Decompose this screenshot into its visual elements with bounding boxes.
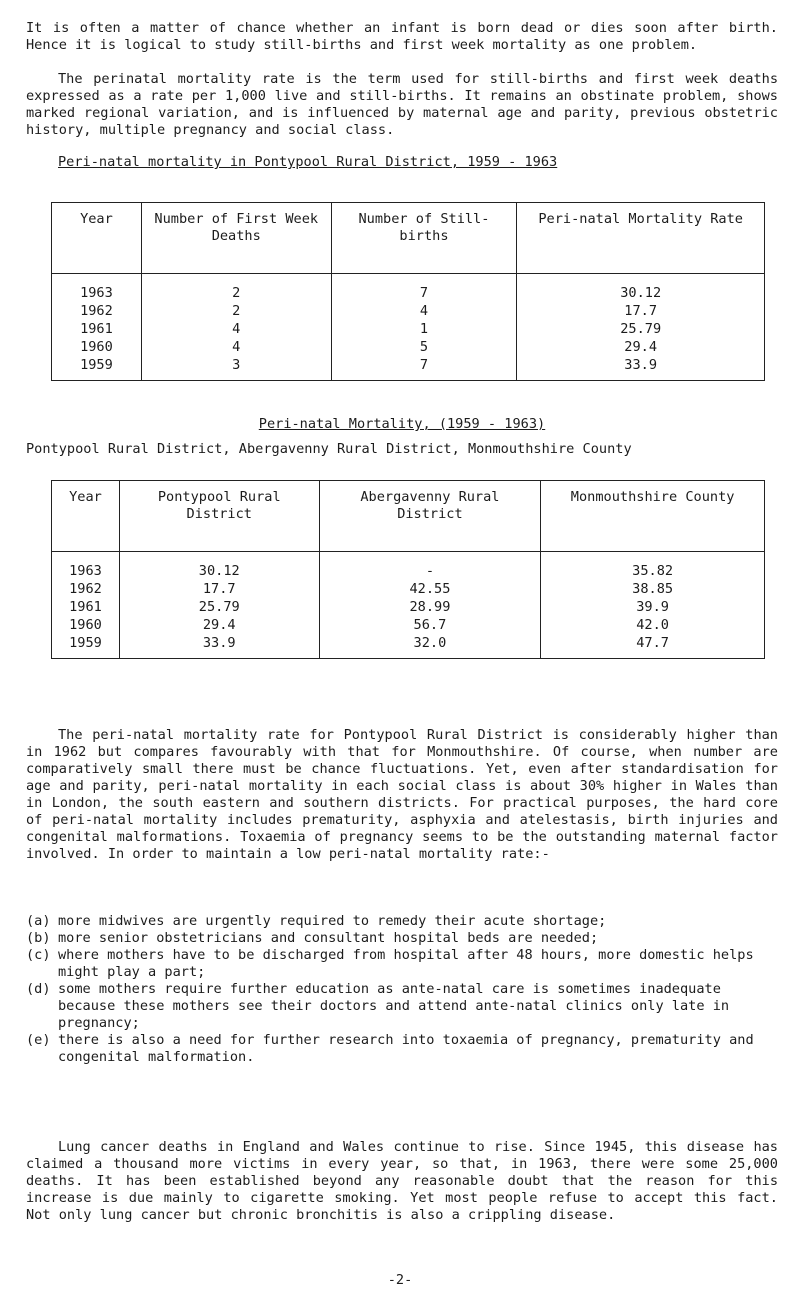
table-cell: 39.9 bbox=[541, 598, 765, 616]
list-item-text: where mothers have to be discharged from hospital after 48 hours, more domestic helps might play a part; bbox=[58, 947, 754, 980]
measures-list bbox=[26, 913, 778, 1066]
table2-header-abergavenny: Abergavenny Rural District bbox=[319, 481, 541, 552]
table-row bbox=[52, 598, 765, 616]
table-cell: 1963 bbox=[52, 552, 120, 581]
table-cell: 42.55 bbox=[319, 580, 541, 598]
table-cell: 2 bbox=[141, 302, 331, 320]
table-cell: 1962 bbox=[52, 302, 142, 320]
table-cell: 17.7 bbox=[119, 580, 319, 598]
table2-title-wrap bbox=[26, 416, 778, 433]
list-marker: (d) bbox=[26, 981, 51, 997]
table-row bbox=[52, 274, 765, 303]
table1-header-still-births: Number of Still-births bbox=[331, 203, 517, 274]
table-row bbox=[52, 302, 765, 320]
table-cell: 47.7 bbox=[541, 634, 765, 659]
lung-cancer-paragraph: Lung cancer deaths in England and Wales continue to rise. Since 1945, this disease has claimed a thousand more victims in every year, so that, in 1963, there were some 25,000 deaths. It has been established beyond any reasonable doubt that the reason for this increase is due mainly to cigarette smoking. Yet most people refuse to accept this fact. Not only lung cancer but chronic bronchitis is also a crippling disease. bbox=[26, 1139, 778, 1223]
table-cell: 25.79 bbox=[517, 320, 765, 338]
table1-header-row bbox=[52, 203, 765, 274]
table-cell: 5 bbox=[331, 338, 517, 356]
table-cell: 29.4 bbox=[517, 338, 765, 356]
table-cell: 32.0 bbox=[319, 634, 541, 659]
table-cell: 33.9 bbox=[119, 634, 319, 659]
table1-header-year: Year bbox=[52, 203, 142, 274]
table2-header-year: Year bbox=[52, 481, 120, 552]
table-cell: 30.12 bbox=[517, 274, 765, 303]
table-cell: 30.12 bbox=[119, 552, 319, 581]
table-cell: 2 bbox=[141, 274, 331, 303]
table-cell: 3 bbox=[141, 356, 331, 381]
table2-header-pontypool: Pontypool Rural District bbox=[119, 481, 319, 552]
list-item-text: some mothers require further education as ante-natal care is sometimes inadequate because these mothers see their doctors and attend ante-natal clinics only late in pregnancy; bbox=[58, 981, 730, 1031]
table-perinatal-comparison bbox=[51, 480, 765, 659]
table-row bbox=[52, 580, 765, 598]
table-cell: 38.85 bbox=[541, 580, 765, 598]
list-item-text: more senior obstetricians and consultant hospital beds are needed; bbox=[58, 930, 599, 946]
table-cell: 56.7 bbox=[319, 616, 541, 634]
table-row bbox=[52, 356, 765, 381]
table-cell: 1959 bbox=[52, 356, 142, 381]
page-number: -2- bbox=[387, 1272, 413, 1288]
table-row bbox=[52, 320, 765, 338]
list-item-text: there is also a need for further research into toxaemia of pregnancy, prematurity and congenital malformation. bbox=[58, 1032, 754, 1065]
table-cell: 1962 bbox=[52, 580, 120, 598]
list-marker: (e) bbox=[26, 1032, 51, 1048]
table-cell: 1959 bbox=[52, 634, 120, 659]
table1-title: Peri-natal mortality in Pontypool Rural District, 1959 - 1963 bbox=[58, 154, 558, 170]
table-row bbox=[52, 338, 765, 356]
definition-paragraph: The perinatal mortality rate is the term used for still-births and first week deaths expressed as a rate per 1,000 live and still-births. It remains an obstinate problem, shows marked regional variation, and is influenced by maternal age and parity, previous obstetric history, multiple pregnancy and social class. bbox=[26, 71, 778, 138]
table-row bbox=[52, 616, 765, 634]
table-cell: 42.0 bbox=[541, 616, 765, 634]
list-marker: (b) bbox=[26, 930, 51, 946]
table-row bbox=[52, 634, 765, 659]
table2-title: Peri-natal Mortality, (1959 - 1963) bbox=[258, 416, 546, 432]
table-cell: 7 bbox=[331, 356, 517, 381]
table2-header-monmouthshire: Monmouthshire County bbox=[541, 481, 765, 552]
table1-title-wrap bbox=[26, 154, 778, 171]
table-cell: 1961 bbox=[52, 320, 142, 338]
table2-subtitle: Pontypool Rural District, Abergavenny Rural District, Monmouthshire County bbox=[26, 441, 632, 457]
table-cell: 1961 bbox=[52, 598, 120, 616]
list-marker: (a) bbox=[26, 913, 51, 929]
list-item bbox=[26, 1032, 778, 1066]
table-cell: 4 bbox=[331, 302, 517, 320]
table-cell: 1960 bbox=[52, 616, 120, 634]
table-cell: 4 bbox=[141, 320, 331, 338]
table-cell: 35.82 bbox=[541, 552, 765, 581]
definition-section bbox=[26, 71, 778, 139]
discussion-section bbox=[26, 727, 778, 863]
table-cell: 4 bbox=[141, 338, 331, 356]
table-cell: 7 bbox=[331, 274, 517, 303]
table2-header-row bbox=[52, 481, 765, 552]
table1-header-first-week-deaths: Number of First Week Deaths bbox=[141, 203, 331, 274]
table-cell: 33.9 bbox=[517, 356, 765, 381]
intro-paragraph: It is often a matter of chance whether an infant is born dead or dies soon after birth. Hence it is logical to study still-births and first week mortality as one problem. bbox=[26, 20, 778, 53]
table-cell: 28.99 bbox=[319, 598, 541, 616]
intro-section bbox=[26, 20, 778, 54]
table-cell: 1960 bbox=[52, 338, 142, 356]
list-marker: (c) bbox=[26, 947, 51, 963]
measures-section bbox=[26, 913, 778, 1066]
table-cell: 25.79 bbox=[119, 598, 319, 616]
table-cell: 29.4 bbox=[119, 616, 319, 634]
list-item bbox=[26, 981, 778, 1032]
discussion-paragraph: The peri-natal mortality rate for Pontypool Rural District is considerably higher than in 1962 but compares favourably with that for Monmouthshire. Of course, when number are comparatively small there must be chance fluctuations. Yet, even after standardisation for age and parity, peri-natal mortality in each social class is about 30% higher in Wales than in London, the south eastern and southern districts. For practical purposes, the hard core of peri-natal mortality includes prematurity, asphyxia and atelestasis, birth injuries and congenital malformations. Toxaemia of pregnancy seems to be the outstanding maternal factor involved. In order to maintain a low peri-natal mortality rate:- bbox=[26, 727, 778, 862]
list-item-text: more midwives are urgently required to remedy their acute shortage; bbox=[58, 913, 607, 929]
table-cell: - bbox=[319, 552, 541, 581]
lung-cancer-section bbox=[26, 1139, 778, 1224]
table-cell: 1 bbox=[331, 320, 517, 338]
table-row bbox=[52, 552, 765, 581]
list-item bbox=[26, 947, 778, 981]
table1-header-rate: Peri-natal Mortality Rate bbox=[517, 203, 765, 274]
table-cell: 1963 bbox=[52, 274, 142, 303]
table-cell: 17.7 bbox=[517, 302, 765, 320]
table-pontypool-perinatal bbox=[51, 202, 765, 381]
list-item bbox=[26, 913, 778, 930]
table2-subtitle-wrap bbox=[26, 441, 778, 458]
list-item bbox=[26, 930, 778, 947]
